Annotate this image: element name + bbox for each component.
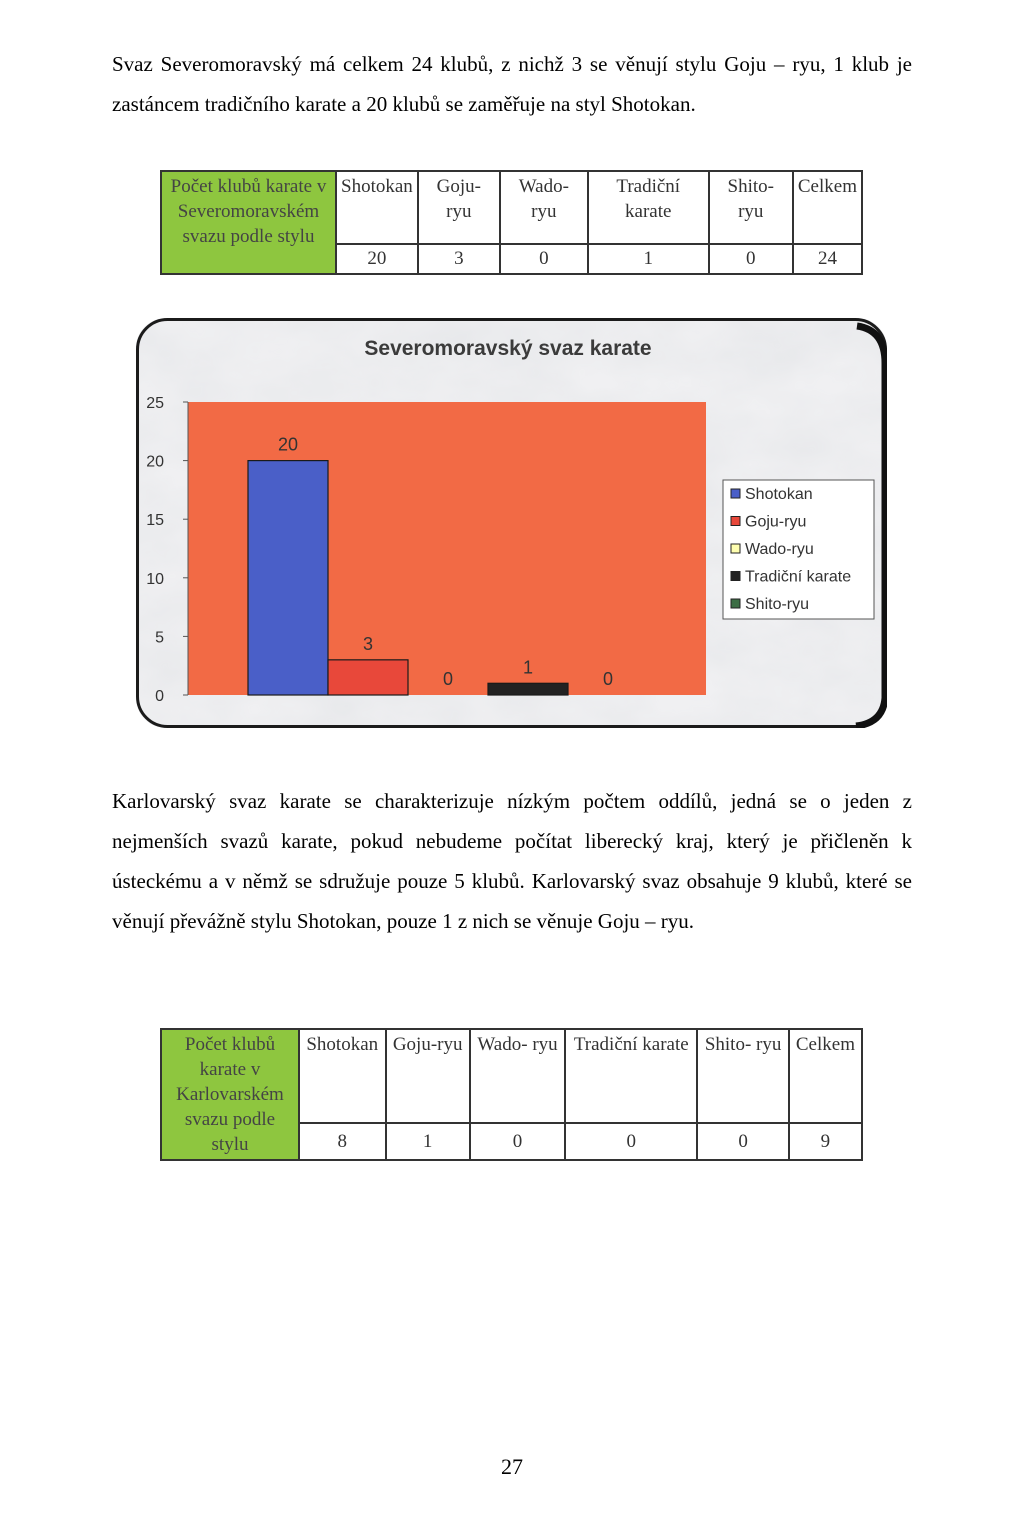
chart-legend [723, 480, 874, 619]
value-goju-ryu: 3 [418, 244, 500, 274]
table-header-cell: Počet klubů karate v Karlovarském svazu podle stylu [161, 1029, 299, 1160]
column-celkem: Celkem [793, 171, 862, 244]
value-celkem: 9 [789, 1123, 862, 1160]
value-shotokan: 8 [299, 1123, 386, 1160]
data-label: 3 [362, 633, 374, 654]
chart-severomoravsky [136, 318, 887, 728]
table-karlovarsky [160, 1028, 863, 1161]
value-tradicni-karate: 1 [588, 244, 709, 274]
value-celkem: 24 [793, 244, 862, 274]
column-tradicni-karate: Tradiční karate [565, 1029, 697, 1123]
bar-shotokan [248, 461, 328, 695]
y-tick-label: 0 [155, 688, 164, 705]
column-goju-ryu: Goju- ryu [418, 171, 500, 244]
paragraph-severomoravsky: Svaz Severomoravský má celkem 24 klubů, z nichž 3 se věnují stylu Goju – ryu, 1 klub je zastáncem tradičního karate a 20 klubů se zaměřuje na styl Shotokan. [112, 52, 912, 116]
legend-label: Shito-ryu [745, 596, 810, 613]
data-label: 0 [602, 669, 614, 689]
value-goju-ryu: 1 [386, 1123, 470, 1160]
value-wado-ryu: 0 [470, 1123, 565, 1160]
y-tick-label: 15 [146, 512, 164, 530]
chart-plot-area [146, 395, 706, 705]
value-wado-ryu: 0 [500, 244, 588, 274]
table-header-cell: Počet klubů karate v Severomoravském svazu podle stylu [161, 171, 336, 274]
column-tradicni-karate: Tradiční karate [588, 171, 709, 244]
legend-swatch [731, 599, 740, 608]
column-celkem: Celkem [789, 1029, 862, 1123]
bar-goju-ryu [328, 660, 408, 695]
legend-label: Goju-ryu [745, 513, 807, 531]
y-tick-label: 5 [155, 629, 164, 647]
paragraph-karlovarsky: Karlovarský svaz karate se charakterizuje nízkým počtem oddílů, jedná se o jeden z nejmenších svazů karate, pokud nebudeme počítat liberecký kraj, který je přičleněn k ústeckému a v němž se sdružuje pouze 5 klubů. Karlovarský svaz obsahuje 9 klubů, které se věnují převážně stylu Shotokan, pouze 1 z nich se věnuje Goju – ryu. [112, 789, 912, 933]
y-tick-label: 25 [146, 395, 164, 412]
chart-title: Severomoravský svaz karate [364, 337, 652, 360]
column-shito-ryu: Shito- ryu [697, 1029, 789, 1123]
y-tick-label: 10 [146, 570, 164, 588]
value-shito-ryu: 0 [697, 1123, 789, 1160]
data-label: 20 [277, 434, 299, 455]
column-shito-ryu: Shito- ryu [709, 171, 793, 244]
data-label: 0 [442, 669, 454, 689]
legend-label: Shotokan [745, 486, 813, 503]
value-shotokan: 20 [336, 244, 418, 274]
legend-label: Wado-ryu [745, 541, 814, 558]
column-goju-ryu: Goju-ryu [386, 1029, 470, 1123]
column-shotokan: Shotokan [299, 1029, 386, 1123]
legend-swatch [731, 572, 740, 581]
y-tick-label: 20 [146, 453, 164, 471]
chart-svg [136, 318, 887, 728]
value-tradicni-karate: 0 [565, 1123, 697, 1160]
column-shotokan: Shotokan [336, 171, 418, 244]
bar-tradiční-karate [488, 683, 568, 695]
legend-swatch [731, 489, 740, 498]
page-number: 27 [501, 1454, 523, 1479]
column-wado-ryu: Wado- ryu [500, 171, 588, 244]
legend-swatch [731, 517, 740, 526]
legend-swatch [731, 544, 740, 553]
data-label: 1 [522, 657, 534, 678]
column-wado-ryu: Wado- ryu [470, 1029, 565, 1123]
value-shito-ryu: 0 [709, 244, 793, 274]
table-severomoravsky [160, 170, 863, 275]
legend-label: Tradiční karate [745, 568, 852, 586]
